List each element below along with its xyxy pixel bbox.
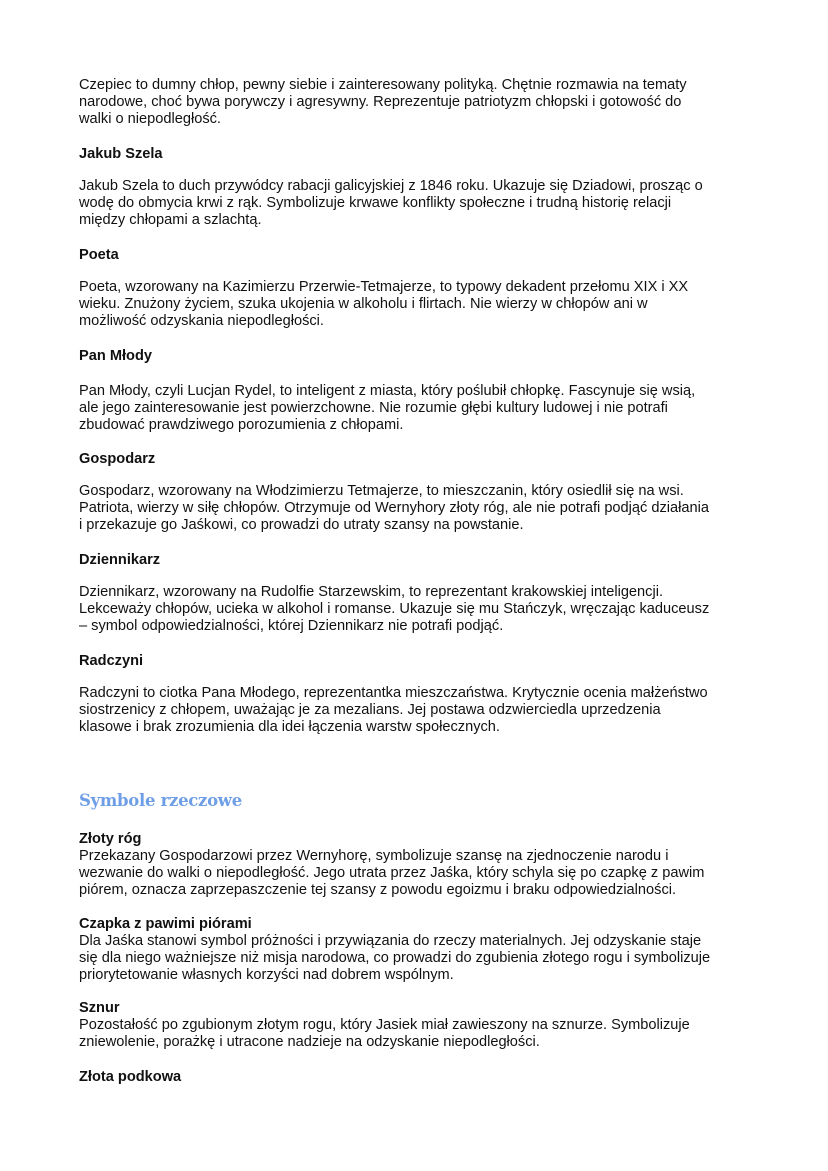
text-line: Pozostałość po zgubionym złotym rogu, który Jasiek miał zawieszony na sznurze. Symbolizuje: [79, 1017, 690, 1033]
character-heading: Radczyni: [79, 653, 144, 669]
character-heading: Jakub Szela: [79, 146, 163, 162]
text-line: wodę do obmycia krwi z rąk. Symbolizuje krwawe konflikty społeczne i trudną historię relacji: [79, 195, 672, 211]
character-description: [79, 279, 779, 330]
text-line: – symbol odpowiedzialności, której Dziennikarz nie potrafi podjąć.: [79, 618, 504, 634]
text-line: Jakub Szela to duch przywódcy rabacji galicyjskiej z 1846 roku. Ukazuje się Dziadowi, prosząc o: [79, 178, 703, 194]
text-line: Dla Jaśka stanowi symbol próżności i przywiązania do rzeczy materialnych. Jej odzyskanie staje: [79, 933, 702, 949]
text-line: Poeta, wzorowany na Kazimierzu Przerwie-Tetmajerze, to typowy dekadent przełomu XIX i XX: [79, 279, 689, 295]
symbol-item: [79, 1069, 779, 1086]
character-description: [79, 584, 779, 635]
symbol-item: [79, 916, 779, 984]
text-line: priorytetowanie własnych korzyści nad dobrem wspólnym.: [79, 967, 454, 983]
character-heading: Poeta: [79, 247, 119, 263]
intro-paragraph: [79, 77, 779, 128]
text-line: Lekceważy chłopów, ucieka w alkohol i romanse. Ukazuje się mu Stańczyk, wręczając kaduceusz: [79, 601, 710, 617]
text-line: zniewolenie, porażkę i utracone nadzieje na odzyskanie niepodległości.: [79, 1034, 540, 1050]
symbol-heading: Sznur: [79, 1000, 120, 1016]
text-line: Gospodarz, wzorowany na Włodzimierzu Tetmajerze, to mieszczanin, który osiedlił się na wsi.: [79, 483, 684, 499]
text-line: ale jego zainteresowanie jest powierzchowne. Nie rozumie głębi kultury ludowej i nie potrafi: [79, 400, 668, 416]
text-line: się dla niego ważniejsze niż misja narodowa, co prowadzi do zgubienia złotego rogu i symbolizuje: [79, 950, 711, 966]
symbol-item: [79, 831, 779, 899]
text-line: Pan Młody, czyli Lucjan Rydel, to inteligent z miasta, który poślubił chłopkę. Fascynuje się wsią,: [79, 383, 696, 399]
text-line: siostrzenicy z chłopem, uważając je za mezalians. Jej postawa odzwierciedla uprzedzenia: [79, 702, 661, 718]
character-heading: Dziennikarz: [79, 552, 161, 568]
text-line: i przekazuje go Jaśkowi, co prowadzi do utraty szansy na powstanie.: [79, 517, 524, 533]
character-heading: Pan Młody: [79, 348, 152, 364]
symbol-heading: Złota podkowa: [79, 1069, 182, 1085]
character-heading: Gospodarz: [79, 451, 156, 467]
text-line: Patriota, wierzy w siłę chłopów. Otrzymuje od Wernyhory złoty róg, ale nie potrafi podjąć działania: [79, 500, 709, 516]
section-title: Symbole rzeczowe: [79, 791, 242, 810]
text-line: między chłopami a szlachtą.: [79, 212, 262, 228]
symbol-item: [79, 1000, 779, 1051]
symbol-heading: Czapka z pawimi piórami: [79, 916, 252, 932]
character-description: [79, 685, 779, 736]
text-line: zbudować prawdziwego porozumienia z chłopami.: [79, 417, 404, 433]
text-line: Czepiec to dumny chłop, pewny siebie i zainteresowany polityką. Chętnie rozmawia na tematy: [79, 77, 687, 93]
text-line: możliwość odzyskania niepodległości.: [79, 313, 324, 329]
character-description: [79, 483, 779, 534]
text-line: wezwanie do walki o niepodległość. Jego utrata przez Jaśka, który schyla się po czapkę z pawim: [79, 865, 705, 881]
text-line: Dziennikarz, wzorowany na Rudolfie Starzewskim, to reprezentant krakowskiej inteligencji.: [79, 584, 663, 600]
character-description: [79, 383, 779, 434]
text-line: piórem, oznacza zaprzepaszczenie tej szansy z powodu egoizmu i braku odpowiedzialności.: [79, 882, 677, 898]
text-line: narodowe, choć bywa porywczy i agresywny. Reprezentuje patriotyzm chłopski i gotowość do: [79, 94, 682, 110]
text-line: klasowe i brak zrozumienia dla idei łączenia warstw społecznych.: [79, 719, 500, 735]
text-line: Przekazany Gospodarzowi przez Wernyhorę, symbolizuje szansę na zjednoczenie narodu i: [79, 848, 669, 864]
text-line: wieku. Znużony życiem, szuka ukojenia w alkoholu i flirtach. Nie wierzy w chłopów ani w: [79, 296, 648, 312]
text-line: walki o niepodległość.: [79, 111, 221, 127]
character-description: [79, 178, 779, 229]
text-line: Radczyni to ciotka Pana Młodego, reprezentantka mieszczaństwa. Krytycznie ocenia małżeństwo: [79, 685, 708, 701]
symbol-heading: Złoty róg: [79, 831, 142, 847]
